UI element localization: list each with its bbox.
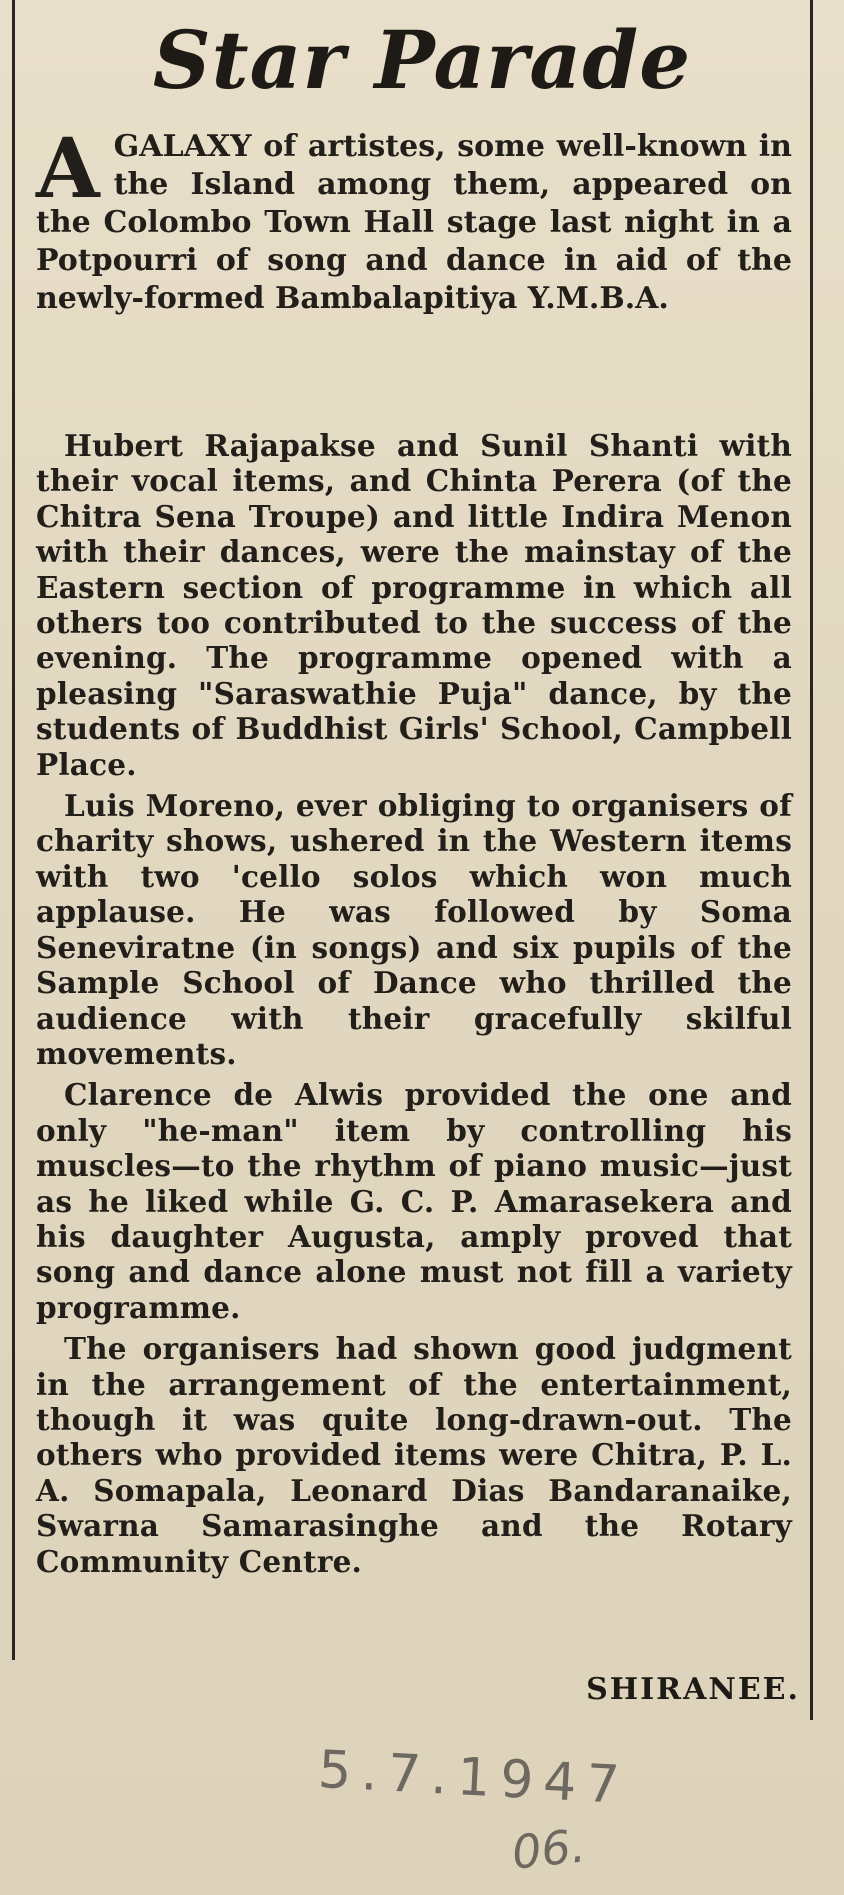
- article-body: [36, 428, 792, 1585]
- column-rule-right: [810, 0, 813, 1720]
- handwritten-code: 06.: [509, 1818, 588, 1880]
- paragraph: The organisers had shown good judgment in the arrangement of the entertainment, though it was quite long-drawn-out. The others who provided items were Chitra, P. L. A. Somapala, Leonard Dias Bandaranaike, Swarna Samarasinghe and the Rotary Community Centre.: [36, 1331, 792, 1579]
- headline: Star Parade: [152, 13, 692, 107]
- lead-paragraph: [36, 121, 792, 318]
- paragraph: Clarence de Alwis provided the one and only "he-man" item by controlling his muscles—to the rhythm of piano music—just as he liked while G. C. P. Amarasekera and his daughter Augusta, amply proved that song and dance alone must not fill a variety programme.: [36, 1077, 792, 1325]
- paragraph: Luis Moreno, ever obliging to organisers of charity shows, ushered in the Western items with two 'cello solos which won much applause. He was followed by Soma Seneviratne (in songs) and six pupils of the Sample School of Dance who thrilled the audience with their gracefully skilful movements.: [36, 788, 792, 1071]
- byline: SHIRANEE.: [586, 1672, 800, 1707]
- drop-cap: A: [36, 121, 100, 217]
- handwritten-date: 5.7.1947: [316, 1739, 631, 1817]
- lead-text: GALAXY of artistes, some well-known in the Island among them, appeared on the Colombo Town Hall stage last night in a Potpourri of song and dance in aid of the newly-formed Bambalapitiya Y.M.B.A.: [36, 129, 792, 316]
- column-rule-left: [12, 0, 15, 1660]
- paragraph: Hubert Rajapakse and Sunil Shanti with their vocal items, and Chinta Perera (of the Chitra Sena Troupe) and little Indira Menon with their dances, were the mainstay of the Eastern section of programme in which all others too contributed to the success of the evening. The programme opened with a pleasing "Saraswathie Puja" dance, by the students of Buddhist Girls' School, Campbell Place.: [36, 428, 792, 782]
